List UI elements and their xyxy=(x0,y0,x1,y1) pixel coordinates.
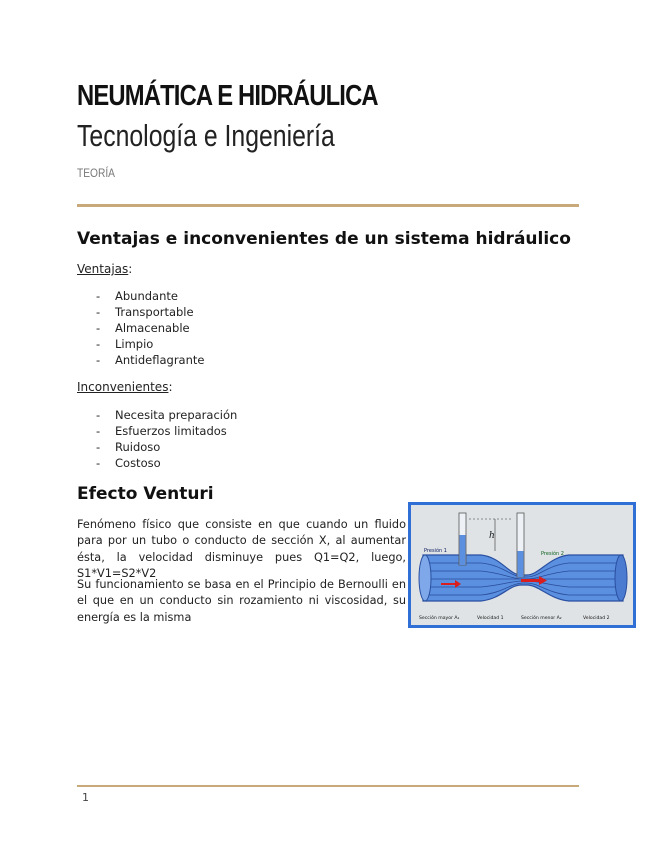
venturi-heading: Efecto Venturi xyxy=(77,484,214,504)
list-item: - Transportable xyxy=(96,305,194,319)
footer-divider xyxy=(77,785,579,787)
page-subtitle: Tecnología e Ingeniería xyxy=(77,118,335,153)
header-divider xyxy=(77,204,579,207)
page-title: NEUMÁTICA E HIDRÁULICA xyxy=(77,80,378,112)
disadvantages-list xyxy=(96,407,237,471)
venturi-paragraph-2: Su funcionamiento se basa en el Principio de Bernoulli en el que en un conducto sin rozamiento ni viscosidad, su energía es la misma xyxy=(77,578,406,624)
list-item: - Antideflagrante xyxy=(96,353,205,367)
disadvantages-label: Inconvenientes: xyxy=(77,380,173,394)
venturi-illustration xyxy=(411,505,633,625)
list-item: - Costoso xyxy=(96,456,161,470)
venturi-diagram xyxy=(408,502,636,628)
list-item: - Necesita preparación xyxy=(96,408,238,422)
list-item: - Limpio xyxy=(96,337,154,351)
page-number: 1 xyxy=(82,791,89,804)
advantages-label: Ventajas: xyxy=(77,262,133,276)
list-item: - Abundante xyxy=(96,289,178,303)
pressure-2-label: Presión 2 xyxy=(541,551,564,557)
h-label: h xyxy=(489,531,495,541)
venturi-paragraph-1: Fenómeno físico que consiste en que cuando un fluido para por un tubo o conducto de sección X, al aumentar ésta, la velocidad disminuye pues Q1=Q2, luego, S1*V1=S2*V2 xyxy=(77,518,406,580)
section-a1-label: Sección mayor A₁ xyxy=(419,616,460,621)
list-item: - Esfuerzos limitados xyxy=(96,424,227,438)
list-item: - Ruidoso xyxy=(96,440,161,454)
list-item: - Almacenable xyxy=(96,321,190,335)
advantages-heading: Ventajas e inconvenientes de un sistema hidráulico xyxy=(77,229,571,249)
velocity-2-label: Velocidad 2 xyxy=(583,616,610,621)
pressure-1-label: Presión 1 xyxy=(424,548,447,554)
advantages-list xyxy=(96,288,204,368)
section-label: TEORÍA xyxy=(77,166,115,180)
velocity-1-label: Velocidad 1 xyxy=(477,616,504,621)
section-a2-label: Sección menor A₂ xyxy=(521,616,562,621)
